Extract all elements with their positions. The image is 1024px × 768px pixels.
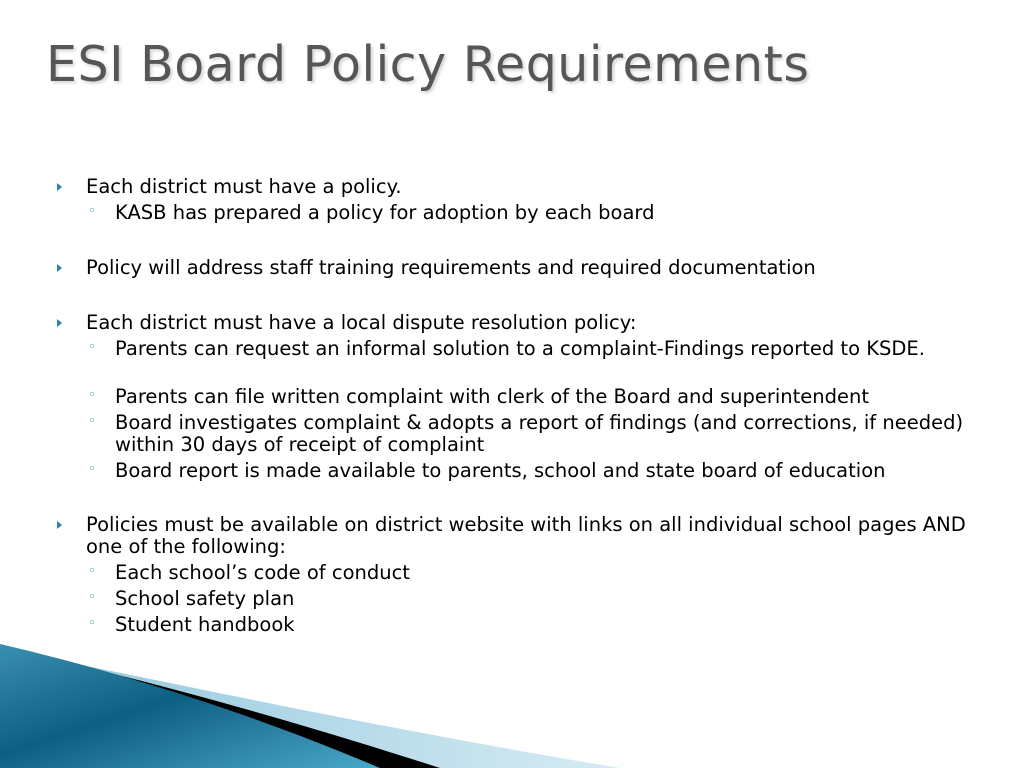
bullet-item [86,514,996,558]
circle-bullet-icon: ◦ [88,204,96,219]
circle-bullet-icon: ◦ [88,414,96,429]
circle-bullet-icon: ◦ [88,462,96,477]
bullet-item [86,312,996,334]
decorative-wave-graphic [0,640,620,768]
sub-bullet-item [88,337,995,360]
sub-bullet-text: Parents can file written complaint with clerk of the Board and superintendent [115,385,870,408]
sub-bullet-item [88,201,995,224]
arrow-bullet-icon [57,521,62,529]
slide-title: ESI Board Policy Requirements [46,36,810,93]
bullet-text: Policy will address staff training requirements and required documentation [86,256,816,279]
bullet-text: Policies must be available on district website with links on all individual school pages AND one of the following: [86,513,966,558]
sub-bullet-item [88,411,995,456]
circle-bullet-icon: ◦ [88,564,96,579]
sub-bullet-text: Board report is made available to parents, school and state board of education [115,459,886,482]
circle-bullet-icon: ◦ [88,388,96,403]
sub-bullet-text: School safety plan [115,587,295,610]
sub-bullet-text: Parents can request an informal solution to a complaint-Findings reported to KSDE. [115,337,925,360]
sub-bullet-text: Student handbook [115,613,295,636]
sub-bullet-text: KASB has prepared a policy for adoption by each board [115,201,655,224]
arrow-bullet-icon [57,264,62,272]
bullet-text: Each district must have a policy. [86,175,402,198]
sub-bullet-text: Board investigates complaint & adopts a report of findings (and corrections, if needed) within 30 days of receipt of complaint [115,411,964,456]
sub-bullet-item [88,613,995,636]
arrow-bullet-icon [57,183,62,191]
circle-bullet-icon: ◦ [88,340,96,355]
circle-bullet-icon: ◦ [88,590,96,605]
bullet-item [86,176,996,198]
sub-bullet-item [88,587,995,610]
sub-bullet-item [88,561,995,584]
sub-bullet-item [88,385,995,408]
bullet-item [86,257,996,279]
sub-bullet-text: Each school’s code of conduct [115,561,410,584]
sub-bullet-item [88,459,995,482]
bullet-text: Each district must have a local dispute resolution policy: [86,311,637,334]
arrow-bullet-icon [57,319,62,327]
circle-bullet-icon: ◦ [88,616,96,631]
blue-wave-shape [0,644,380,768]
